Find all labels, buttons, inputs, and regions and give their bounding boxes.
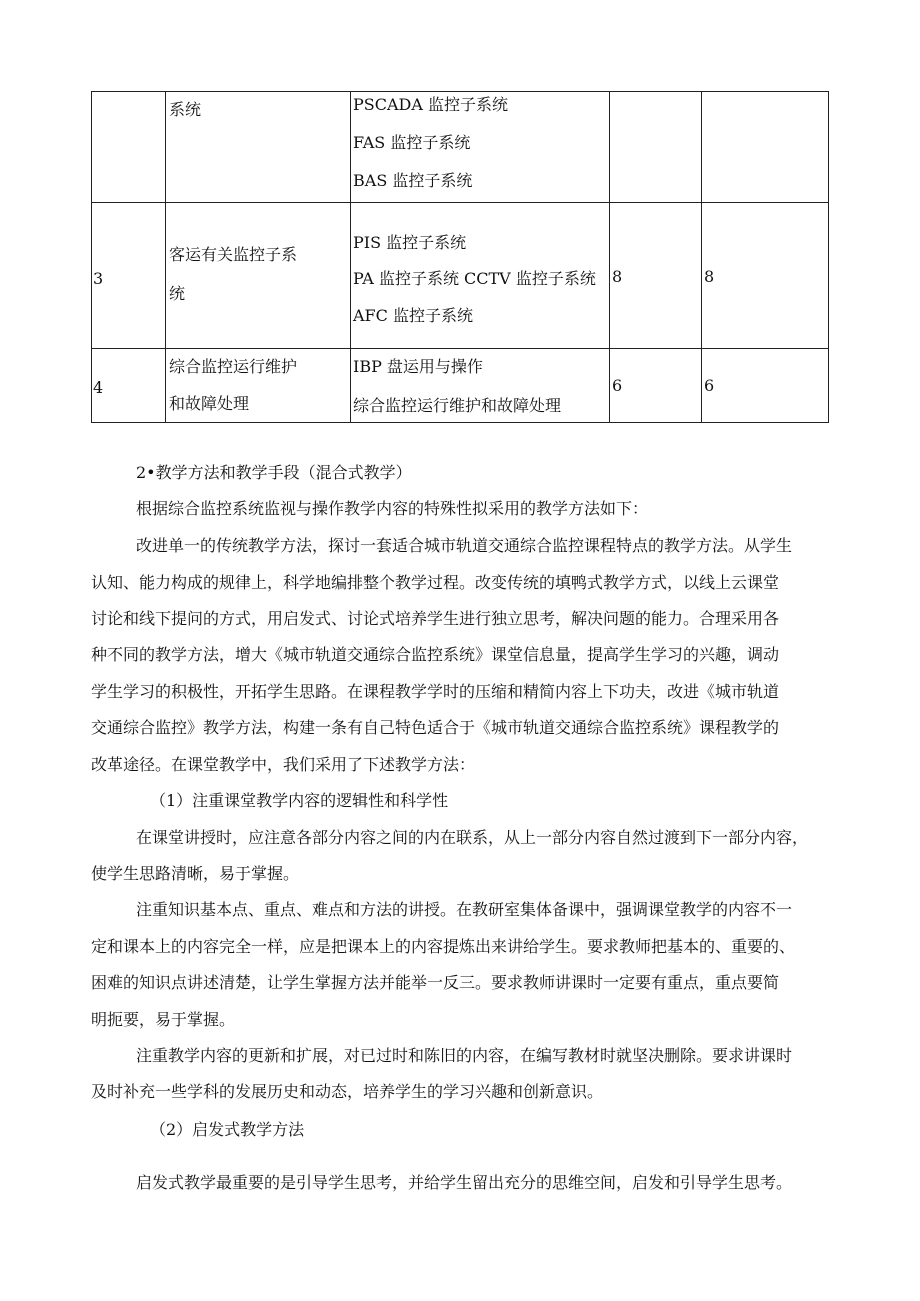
paragraph-line: 明扼要，易于掌握。 xyxy=(91,1010,236,1029)
table-row xyxy=(92,92,829,203)
paragraph-line: 认知、能力构成的规律上，科学地编排整个教学过程。改变传统的填鸭式教学方式，以线上云课堂 xyxy=(91,573,780,592)
hours-cell xyxy=(610,92,702,203)
hours-cell xyxy=(702,92,829,203)
module-name-cell xyxy=(166,203,351,349)
row-number-cell: 3 xyxy=(92,203,166,349)
module-content-cell xyxy=(351,203,610,349)
module-name-line: 和故障处理 xyxy=(169,394,250,413)
content-line: IBP 盘运用与操作 xyxy=(353,357,483,376)
paragraph-line: 种不同的教学方法，增大《城市轨道交通综合监控系统》课堂信息量，提高学生学习的兴趣，调动 xyxy=(91,645,780,664)
module-content-cell xyxy=(351,349,610,423)
content-line: PA 监控子系统 CCTV 监控子系统 xyxy=(353,269,596,288)
paragraph-line: 困难的知识点讲述清楚，让学生掌握方法并能举一反三。要求教师讲课时一定要有重点，重点要简 xyxy=(91,973,780,992)
table-row xyxy=(92,203,829,349)
row-number-cell: 4 xyxy=(92,349,166,423)
hours-cell: 6 xyxy=(610,349,702,423)
table-row xyxy=(92,349,829,423)
paragraph-line: 讨论和线下提问的方式，用启发式、讨论式培养学生进行独立思考，解决问题的能力。合理采用各 xyxy=(91,609,780,628)
paragraph-line: 在课堂讲授时，应注意各部分内容之间的内在联系，从上一部分内容自然过渡到下一部分内容， xyxy=(136,828,809,847)
content-line: 综合监控运行维护和故障处理 xyxy=(353,396,562,415)
row-number-cell xyxy=(92,92,166,203)
subheading-2: （2）启发式教学方法 xyxy=(150,1120,305,1139)
hours-cell: 8 xyxy=(702,203,829,349)
paragraph-line: 注重知识基本点、重点、难点和方法的讲授。在教研室集体备课中，强调课堂教学的内容不一 xyxy=(136,900,793,919)
paragraph-line: 改进单一的传统教学方法，探讨一套适合城市轨道交通综合监控课程特点的教学方法。从学生 xyxy=(136,536,793,555)
paragraph-line: 启发式教学最重要的是引导学生思考，并给学生留出充分的思维空间，启发和引导学生思考。 xyxy=(136,1173,793,1192)
paragraph-line: 定和课本上的内容完全一样，应是把课本上的内容提炼出来讲给学生。要求教师把基本的、重要的、 xyxy=(91,937,796,956)
content-line: AFC 监控子系统 xyxy=(353,306,473,325)
paragraph-line: 学生学习的积极性，开拓学生思路。在课程教学学时的压缩和精简内容上下功夫，改进《城市轨道 xyxy=(91,682,780,701)
content-line: PIS 监控子系统 xyxy=(353,233,467,252)
course-hours-table xyxy=(91,91,829,423)
module-name-line: 客运有关监控子系 xyxy=(169,245,298,264)
intro-paragraph: 根据综合监控系统监视与操作教学内容的特殊性拟采用的教学方法如下： xyxy=(136,499,649,518)
hours-cell: 8 xyxy=(610,203,702,349)
subheading-1: （1）注重课堂教学内容的逻辑性和科学性 xyxy=(150,791,449,810)
module-name-line: 系统 xyxy=(169,100,202,119)
module-content-cell xyxy=(351,92,610,203)
paragraph-line: 及时补充一些学科的发展历史和动态，培养学生的学习兴趣和创新意识。 xyxy=(91,1082,604,1101)
module-name-cell xyxy=(166,92,351,203)
content-line: BAS 监控子系统 xyxy=(353,171,473,190)
paragraph-line: 交通综合监控》教学方法，构建一条有自己特色适合于《城市轨道交通综合监控系统》课程教学的 xyxy=(91,718,780,737)
paragraph-line: 改革途径。在课堂教学中，我们采用了下述教学方法： xyxy=(91,755,476,774)
content-line: PSCADA 监控子系统 xyxy=(353,95,508,114)
module-name-line: 综合监控运行维护 xyxy=(169,357,298,376)
module-name-line: 统 xyxy=(169,284,186,303)
section-heading: 2•教学方法和教学手段（混合式教学） xyxy=(136,463,412,482)
paragraph-line: 注重教学内容的更新和扩展，对已过时和陈旧的内容，在编写教材时就坚决删除。要求讲课时 xyxy=(136,1046,793,1065)
content-line: FAS 监控子系统 xyxy=(353,133,471,152)
paragraph-line: 使学生思路清晰，易于掌握。 xyxy=(91,864,300,883)
hours-cell: 6 xyxy=(702,349,829,423)
module-name-cell xyxy=(166,349,351,423)
